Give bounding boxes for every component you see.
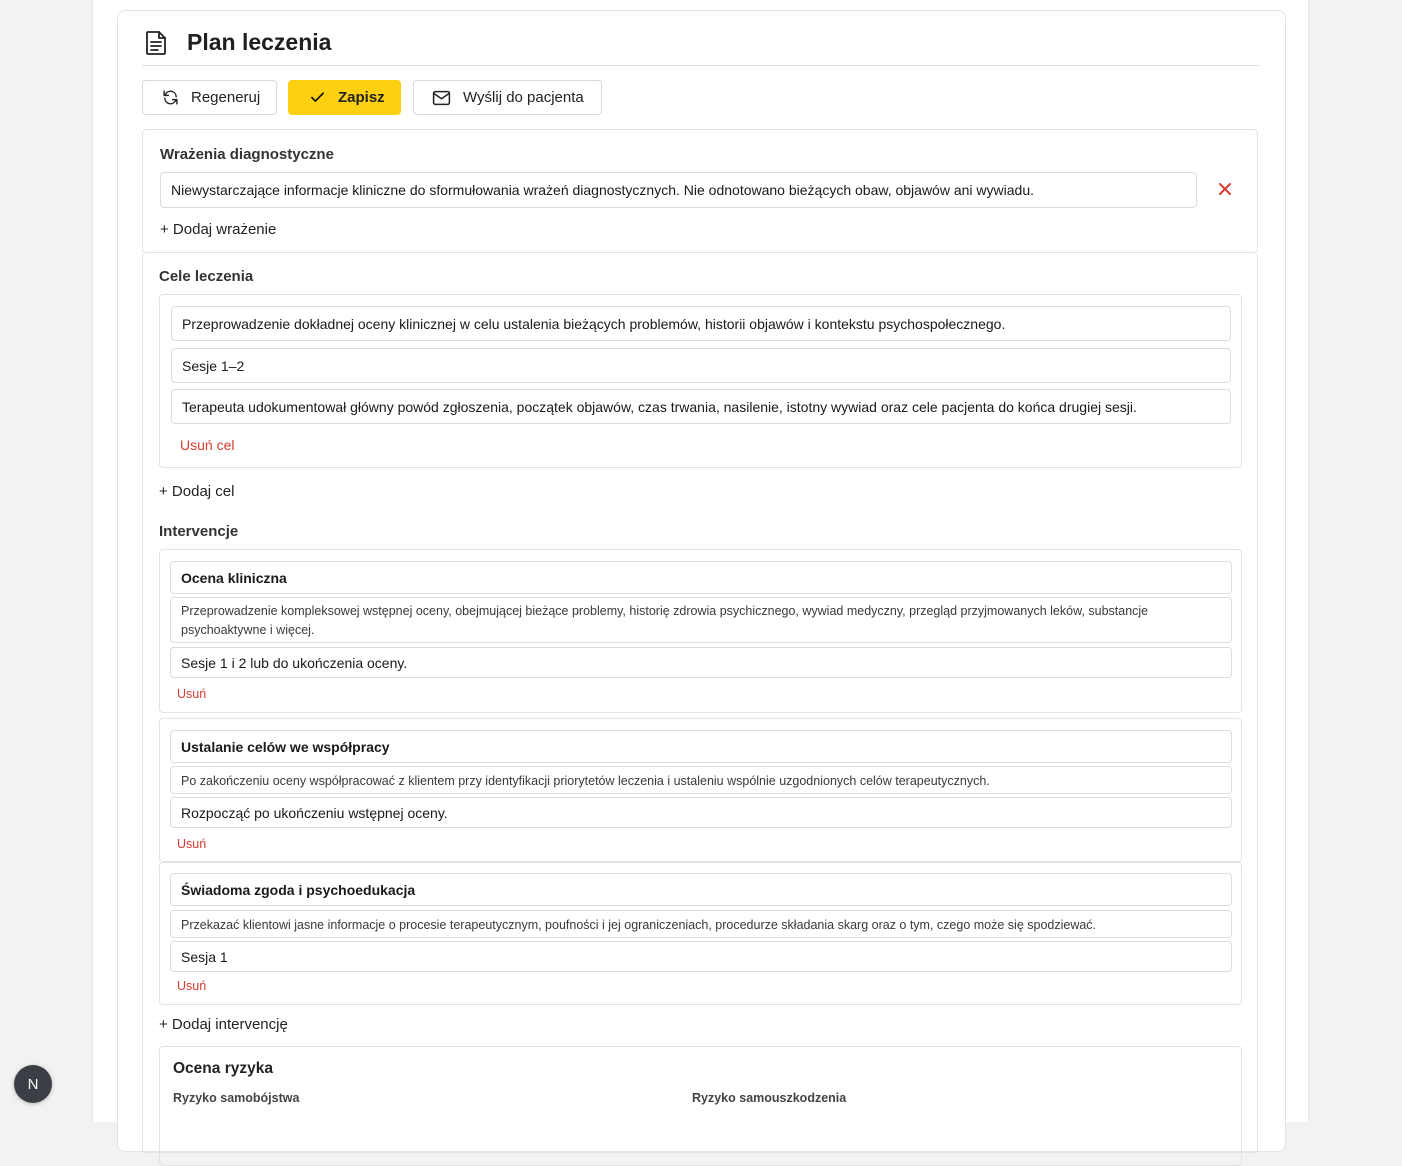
treatment-plan-card — [117, 10, 1286, 1152]
send-label: Wyślij do pacjenta — [463, 89, 584, 106]
remove-impression-icon[interactable] — [1217, 181, 1233, 197]
goal-criteria-input[interactable]: Terapeuta udokumentował główny powód zgłoszenia, początek objawów, czas trwania, nasilenie, istotny wywiad oraz cele pacjenta do końca drugiej sesji. — [171, 389, 1231, 424]
intervention-title-input[interactable]: Ocena kliniczna — [170, 561, 1232, 594]
diagnostic-impression-input[interactable]: Niewystarczające informacje kliniczne do sformułowania wrażeń diagnostycznych. Nie odnotowano bieżących obaw, objawów ani wywiadu. — [160, 172, 1197, 208]
check-icon — [309, 89, 326, 106]
intervention-description-input[interactable]: Przeprowadzenie kompleksowej wstępnej oceny, obejmującej bieżące problemy, historię zdrowia psychicznego, wywiad medyczny, przegląd przyjmowanych leków, substancje psychoaktywne i więcej. — [170, 597, 1232, 643]
risk-assessment-box — [159, 1046, 1242, 1166]
section-label: Wrażenia diagnostyczne — [160, 146, 334, 163]
regenerate-label: Regeneruj — [191, 89, 261, 106]
card-header — [142, 27, 1260, 66]
add-goal-link[interactable]: + Dodaj cel — [159, 483, 235, 500]
add-impression-link[interactable]: + Dodaj wrażenie — [160, 221, 277, 238]
goal-item — [159, 294, 1242, 468]
add-intervention-link[interactable]: + Dodaj intervencję — [159, 1016, 288, 1033]
intervention-title-input[interactable]: Ustalanie celów we współpracy — [170, 730, 1232, 763]
intervention-item — [159, 549, 1242, 713]
avatar[interactable]: N — [14, 1065, 52, 1103]
intervention-description-input[interactable]: Po zakończeniu oceny współpracować z klientem przy identyfikacji priorytetów leczenia i ustaleniu wspólnie uzgodnionych celów terapeutycznych. — [170, 766, 1232, 794]
remove-intervention-link[interactable]: Usuń — [177, 837, 207, 851]
goal-description-input[interactable]: Przeprowadzenie dokładnej oceny klinicznej w celu ustalenia bieżących problemów, historii objawów i kontekstu psychospołecznego. — [171, 306, 1231, 341]
section-label: Intervencje — [159, 523, 239, 540]
self-harm-risk-label: Ryzyko samouszkodzenia — [692, 1091, 847, 1105]
section-label: Cele leczenia — [159, 268, 254, 285]
page-title: Plan leczenia — [187, 29, 332, 55]
refresh-icon — [162, 89, 179, 106]
document-icon — [144, 30, 168, 56]
suicide-risk-label: Ryzyko samobójstwa — [173, 1091, 300, 1105]
intervention-item — [159, 718, 1242, 862]
intervention-item — [159, 862, 1242, 1005]
page-panel — [92, 0, 1309, 1122]
intervention-timing-input[interactable]: Rozpocząć po ukończeniu wstępnej oceny. — [170, 797, 1232, 828]
save-label: Zapisz — [338, 89, 385, 106]
send-to-patient-button[interactable] — [413, 80, 602, 115]
intervention-title-input[interactable]: Świadoma zgoda i psychoedukacja — [170, 873, 1232, 906]
risk-assessment-title: Ocena ryzyka — [173, 1060, 273, 1077]
intervention-timing-input[interactable]: Sesja 1 — [170, 941, 1232, 972]
mail-icon — [432, 90, 451, 106]
remove-intervention-link[interactable]: Usuń — [177, 687, 207, 701]
goal-timeframe-input[interactable]: Sesje 1–2 — [171, 348, 1231, 383]
treatment-details-section — [142, 253, 1258, 1153]
intervention-timing-input[interactable]: Sesje 1 i 2 lub do ukończenia oceny. — [170, 647, 1232, 678]
regenerate-button[interactable] — [142, 80, 277, 115]
remove-intervention-link[interactable]: Usuń — [177, 979, 207, 993]
save-button[interactable] — [288, 80, 401, 115]
diagnostic-impressions-section — [142, 129, 1258, 253]
remove-goal-link[interactable]: Usuń cel — [180, 437, 235, 453]
intervention-description-input[interactable]: Przekazać klientowi jasne informacje o procesie terapeutycznym, poufności i jej ograniczeniach, procedurze składania skarg oraz o tym, czego może się spodziewać. — [170, 910, 1232, 938]
